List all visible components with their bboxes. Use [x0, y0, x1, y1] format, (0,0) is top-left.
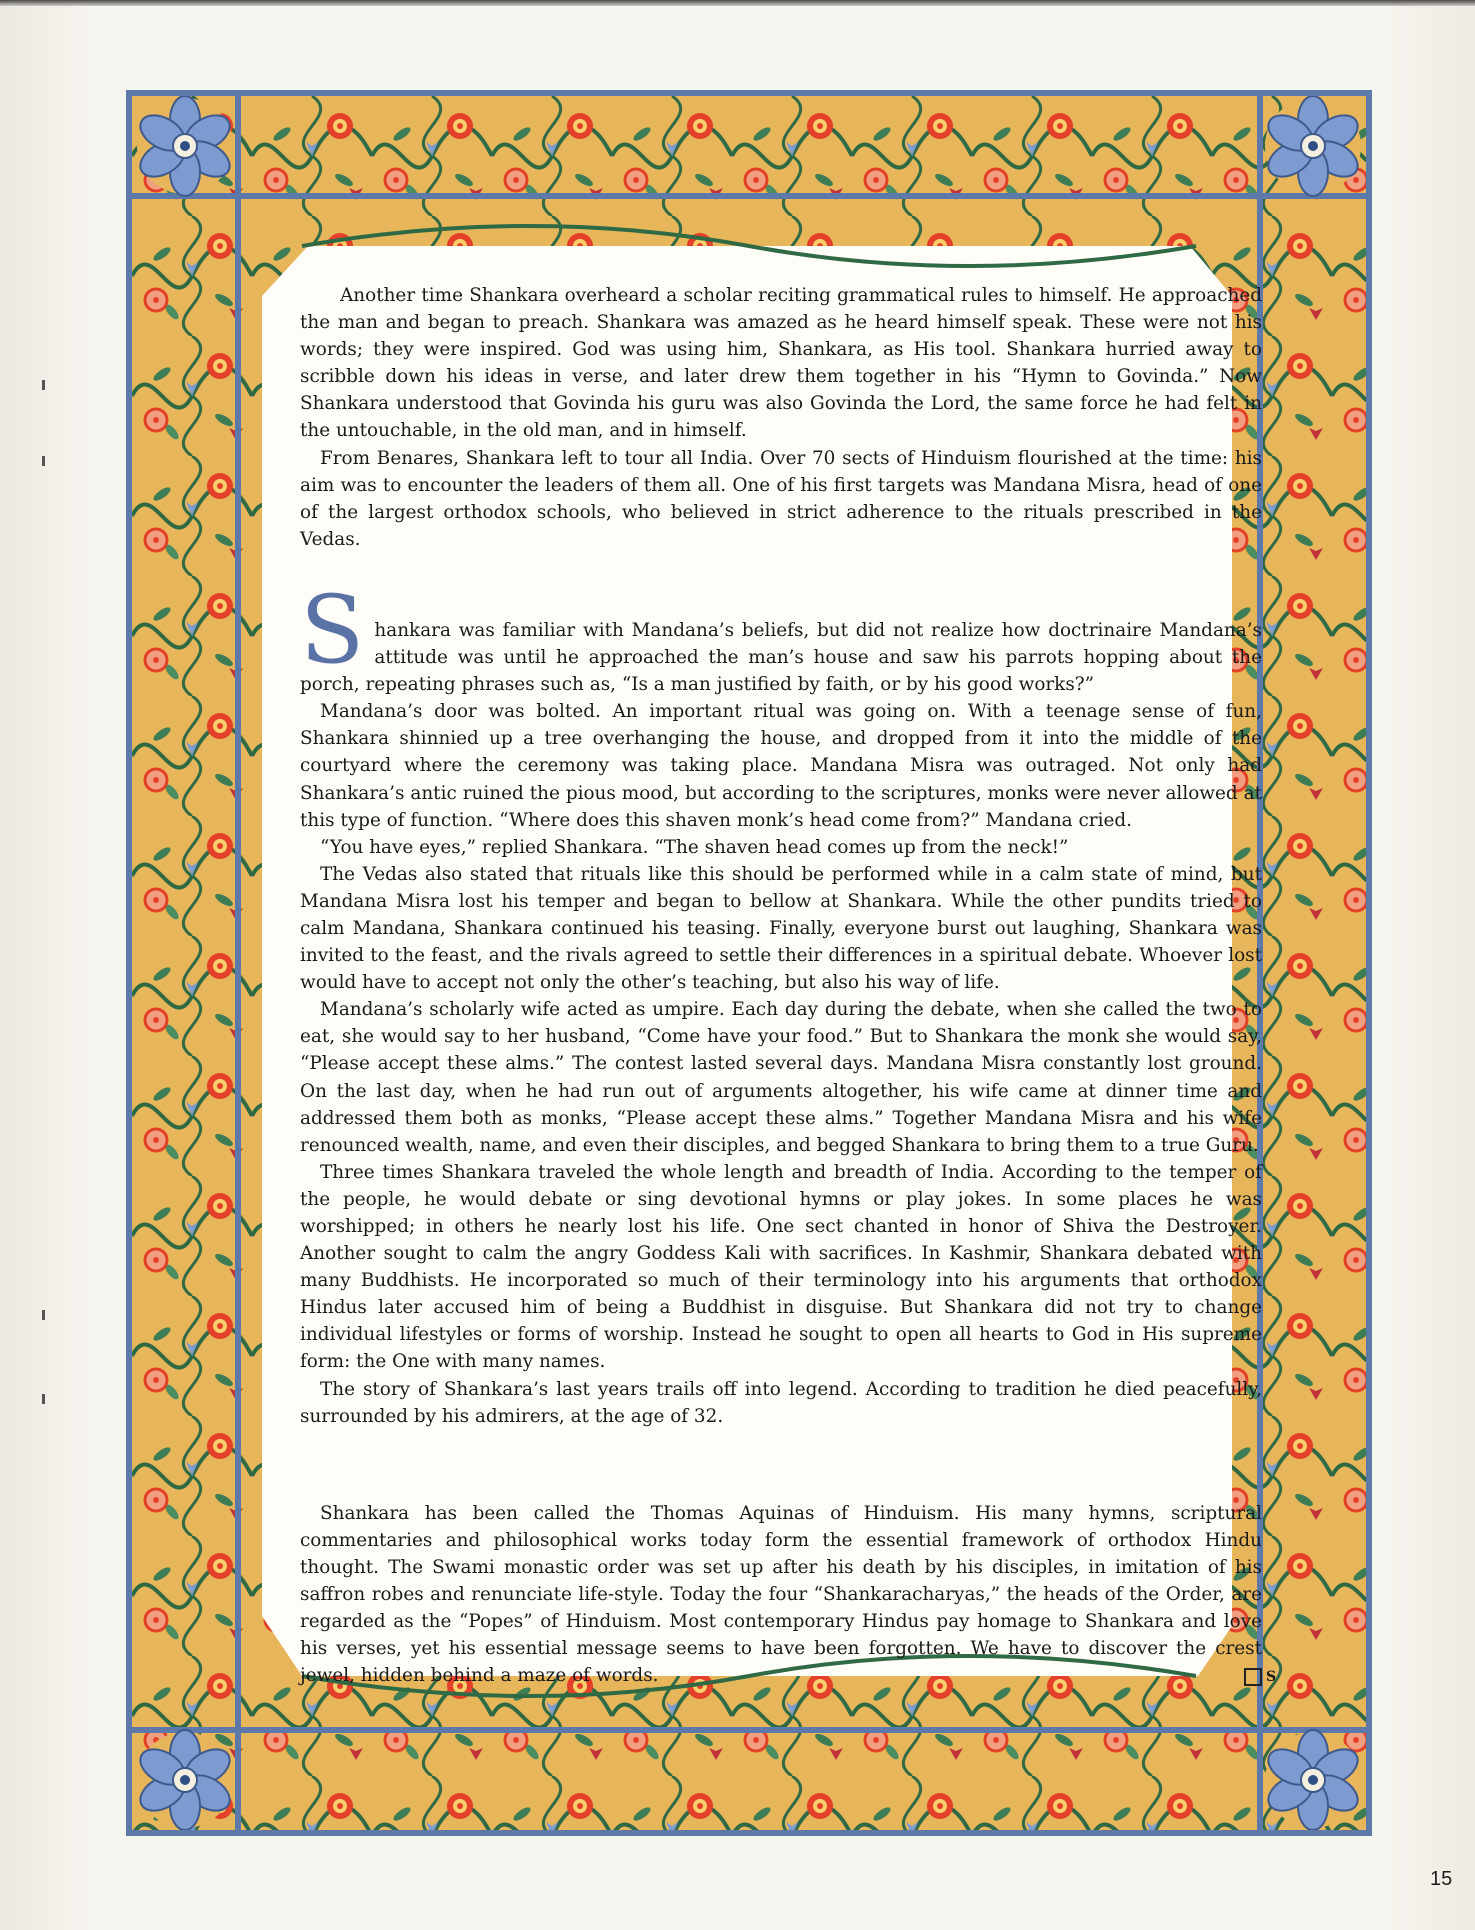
paragraph: Mandana’s scholarly wife acted as umpire. Each day during the debate, when she called the two to eat, she would say to her husband, “Come have your food.” But to Shankara the monk she would say, “Please accept these alms.” The contest lasted several days. Mandana Misra constantly lost ground. On the last day, when he had run out of arguments altogether, his wife came at dinner time and addressed them both as monks, “Please accept these alms.” Together Mandana Misra and his wife renounced wealth, name, and even their disciples, and begged Shankara to bring them to a true Guru. — [300, 999, 1262, 1156]
paragraph: Another time Shankara overheard a scholar reciting grammatical rules to himself. He approached the man and began to preach. Shankara was amazed as he heard himself speak. These were not his words; they were inspired. God was using him, Shankara, as His tool. Shankara hurried away to scribble down his ideas in verse, and later drew them together in his “Hymn to Govinda.” Now Shankara understood that Govinda his guru was also Govinda the Lord, the same force he had felt in the untouchable, in the old man, and in himself. — [300, 285, 1262, 442]
paragraph: From Benares, Shankara left to tour all India. Over 70 sects of Hinduism flourished at the time: his aim was to encounter the leaders of them all. One of his first targets was Mandana Misra, head of one of the largest orthodox schools, who believed in strict adherence to the rituals prescribed in the Vedas. — [300, 447, 1262, 550]
page-number: 15 — [1430, 1868, 1453, 1890]
page-top-edge — [0, 0, 1475, 6]
paragraph: Mandana’s door was bolted. An important ritual was going on. With a teenage sense of fun, Shankara shinnied up a tree overhanging the house, and dropped from it into the middle of the courtyard where the ceremony was taking place. Mandana Misra was outraged. Not only had Shankara’s antic ruined the pious mood, but according to the scriptures, monks were never allowed at this type of function. “Where does this shaven monk’s head come from?” Mandana cried. — [300, 701, 1262, 831]
section-divider — [300, 553, 1262, 589]
closing-text: Shankara has been called the Thomas Aquinas of Hinduism. His many hymns, scriptural commentaries and philosophical works today form the essential framework of orthodox Hindu thought. The Swami monastic order was set up after his death by his disciples, in imitation of his saffron robes and renunciate life-style. Today the four “Shankaracharyas,” the heads of the Order, are regarded as the “Popes” of Hinduism. Most contemporary Hindus pay homage to Shankara and love his verses, yet his essential message seems to have been forgotten. We have to discover the crest jewel, hidden behind a maze of words. — [300, 1502, 1262, 1687]
closing-paragraph — [300, 1500, 1277, 1690]
paragraph: The story of Shankara’s last years trails off into legend. According to tradition he died peacefully, surrounded by his admirers, at the age of 32. — [300, 1378, 1262, 1427]
binding-mark — [42, 380, 45, 390]
end-of-article-mark: S — [1244, 1668, 1262, 1686]
drop-cap-paragraph — [300, 575, 1262, 698]
article-body — [300, 282, 1277, 1930]
paragraph: The Vedas also stated that rituals like this should be performed while in a calm state of mind, but Mandana Misra lost his temper and began to bellow at Shankara. While the other pundits tried to calm Mandana, Shankara continued his teasing. Finally, everyone burst out laughing, Shankara was invited to the feast, and the rivals agreed to settle their differences in a spiritual debate. Whoever lost would have to accept not only the other’s teaching, but also his way of life. — [300, 863, 1262, 994]
binding-mark — [42, 1394, 45, 1404]
binding-mark — [42, 1310, 45, 1320]
paragraph: “You have eyes,” replied Shankara. “The shaven head comes up from the neck!” — [320, 836, 1069, 858]
section-divider — [300, 1430, 1262, 1500]
paragraph: hankara was familiar with Mandana’s beliefs, but did not realize how doctrinaire Mandana’s attitude was until he approached the man’s house and saw his parrots hopping about the porch, repeating phrases such as, “Is a man justified by faith, or by his good works?” — [300, 619, 1262, 696]
paragraph: Three times Shankara traveled the whole length and breadth of India. According to the temper of the people, he would debate or sing devotional hymns or play jokes. In some places he was worshipped; in others he nearly lost his life. One sect chanted in honor of Shiva the Destroyer. Another sought to calm the angry Goddess Kali with sacrifices. In Kashmir, Shankara debated with many Buddhists. He incorporated so much of their terminology into his arguments that orthodox Hindus later accused him of being a Buddhist in disguise. But Shankara did not try to change individual lifestyles or forms of worship. Instead he sought to open all hearts to God in His supreme form: the One with many names. — [300, 1161, 1262, 1373]
binding-mark — [42, 456, 45, 466]
drop-cap: S — [300, 575, 365, 685]
